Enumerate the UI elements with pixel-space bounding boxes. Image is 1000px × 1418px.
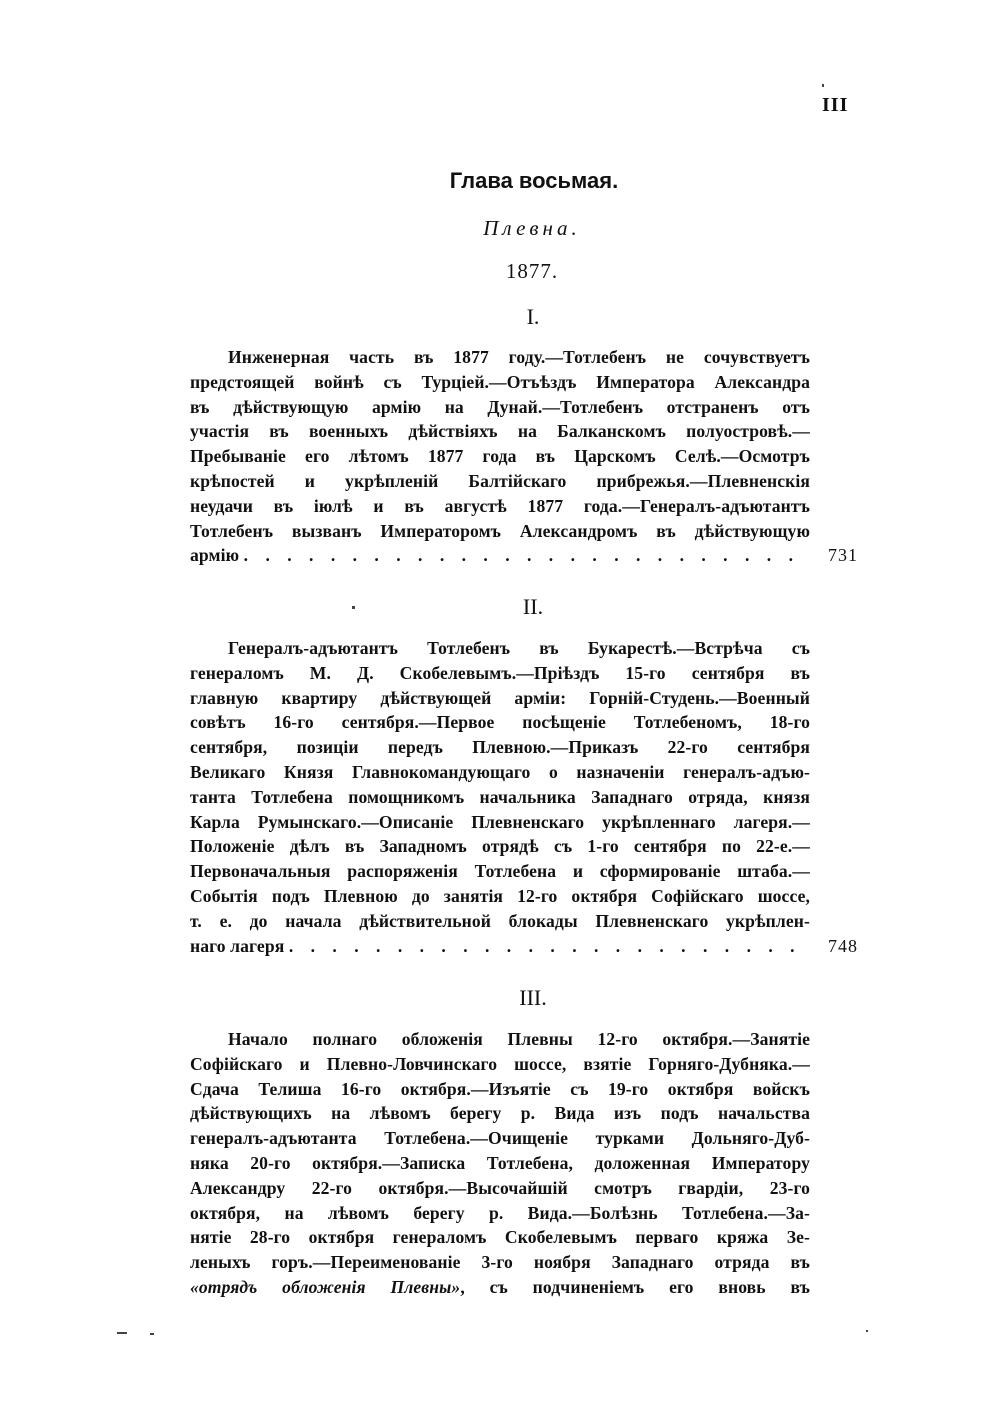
section-3-line: октября, на лѣвомъ берегу р. Вида.—Болѣзнь Тотлебена.—За-	[190, 1202, 810, 1223]
section-3-line: няка 20-го октября.—Записка Тотлебена, доложенная Императору	[190, 1152, 810, 1173]
section-1-line: Пребываніе его лѣтомъ 1877 года въ Царскомъ Селѣ.—Осмотръ	[190, 446, 810, 467]
section-3-line: дѣйствующихъ на лѣвомъ берегу р. Вида изъ подъ начальства	[190, 1103, 810, 1124]
section-2-line: Событія подъ Плевною до занятія 12-го октября Софійскаго шоссе,	[190, 885, 810, 906]
section-3-line: Начало полнаго обложенія Плевны 12-го октября.—Занятіе	[228, 1029, 810, 1049]
section-2-last-line	[190, 934, 858, 959]
section-3-line: нятіе 28-го октября генераломъ Скобелевымъ перваго кряжа Зе-	[190, 1227, 810, 1248]
section-2-line: Великаго Князя Главнокомандующаго о назначеніи генералъ-адъю-	[190, 761, 810, 782]
scan-speck	[352, 606, 355, 609]
section-1-last-line	[190, 543, 858, 568]
scan-speck	[822, 84, 824, 87]
section-1-line: предстоящей войнѣ съ Турціей.—Отъѣздъ Императора Александра	[190, 371, 810, 392]
section-2-line: главную квартиру дѣйствующей арміи: Горній-Студень.—Военный	[190, 687, 810, 708]
section-2-line: т. е. до начала дѣйствительной блокады Плевненскаго укрѣплен-	[190, 910, 810, 931]
chapter-subtitle: Плевна.	[483, 216, 581, 240]
section-3-last-line	[190, 1275, 810, 1300]
scan-speck	[117, 1332, 127, 1334]
section-3-last-text: , съ подчиненіемъ его вновь въ	[460, 1276, 810, 1297]
section-3-line: Софійскаго и Плевно-Ловчинскаго шоссе, взятіе Горняго-Дубняка.—	[190, 1053, 810, 1074]
section-3-line: леныхъ горъ.—Переименованіе 3-го ноября Западнаго отряда въ	[190, 1252, 810, 1273]
scan-speck	[150, 1333, 154, 1335]
section-2-line: Генералъ-адъютантъ Тотлебенъ въ Букарестѣ.—Встрѣча съ	[228, 638, 810, 658]
section-3-summary	[190, 1027, 810, 1300]
section-2-line: сентября, позиціи передъ Плевною.—Приказъ 22-го сентября	[190, 737, 810, 758]
chapter-title: Глава восьмая.	[449, 168, 619, 193]
scan-speck	[866, 1330, 868, 1332]
section-1-line: въ дѣйствующую армію на Дунай.—Тотлебенъ отстраненъ отъ	[190, 396, 810, 417]
section-1-last-text: армію	[190, 545, 240, 566]
section-3-italic-phrase: «отрядъ обложенія Плевны»	[190, 1276, 461, 1297]
section-2-line: Первоначальныя распоряженія Тотлебена и сформированіе штаба.—	[190, 861, 810, 882]
section-1-summary	[190, 345, 858, 568]
section-1-line: неудачи въ іюлѣ и въ августѣ 1877 года.—Генералъ-адъютантъ	[190, 495, 810, 516]
section-2-dot-leader: . . . . . . . . . . . . . . . . . . . . . . . .	[288, 935, 802, 956]
section-2-summary	[190, 636, 858, 958]
section-2-line: совѣтъ 16-го сентября.—Первое посѣщеніе Тотлебеномъ, 18-го	[190, 712, 810, 733]
page-number: III	[822, 94, 849, 116]
section-1-line: Тотлебенъ вызванъ Императоромъ Александромъ въ дѣйствующую	[190, 520, 810, 541]
section-2-page-ref: 748	[828, 935, 858, 956]
section-3-line: Сдача Телиша 16-го октября.—Изъятіе съ 19-го октября войскъ	[190, 1078, 810, 1099]
section-1-page-ref: 731	[828, 545, 858, 566]
section-3-numeral: III.	[519, 985, 547, 1010]
section-1-line: Инженерная часть въ 1877 году.—Тотлебенъ не сочувствуетъ	[228, 347, 810, 367]
section-1-numeral: I.	[526, 304, 540, 329]
section-2-last-text: наго лагеря	[190, 935, 285, 956]
section-2-line: Карла Румынскаго.—Описаніе Плевненскаго укрѣпленнаго лагеря.—	[190, 811, 810, 832]
section-1-dot-leader: . . . . . . . . . . . . . . . . . . . . . . . . . .	[243, 545, 800, 566]
chapter-year: 1877.	[505, 259, 559, 283]
section-2-line: генераломъ М. Д. Скобелевымъ.—Пріѣздъ 15-го сентября въ	[190, 662, 810, 683]
section-3-line: генералъ-адъютанта Тотлебена.—Очищеніе турками Дольняго-Дуб-	[190, 1128, 810, 1149]
section-3-line: Александру 22-го октября.—Высочайшій смотръ гвардіи, 23-го	[190, 1177, 810, 1198]
section-1-line: участія въ военныхъ дѣйствіяхъ на Балканскомъ полуостровѣ.—	[190, 421, 810, 442]
section-1-line: крѣпостей и укрѣпленій Балтійскаго прибрежья.—Плевненскія	[190, 470, 810, 491]
section-2-line: Положеніе дѣлъ въ Западномъ отрядѣ съ 1-го сентября по 22-е.—	[190, 836, 810, 857]
section-2-numeral: II.	[522, 594, 544, 619]
section-2-line: танта Тотлебена помощникомъ начальника Западнаго отряда, князя	[190, 786, 810, 807]
